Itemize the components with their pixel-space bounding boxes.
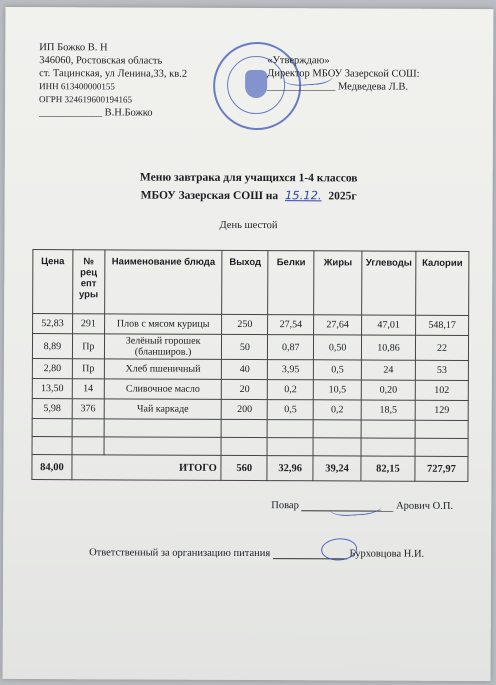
table-row-empty (32, 419, 468, 439)
supplier-name: ИП Божко В. Н (39, 42, 108, 54)
cook-signature-icon (329, 495, 382, 517)
menu-date: 15.12. (284, 188, 322, 203)
table-row: 2,80 Пр Хлеб пшеничный 40 3,95 0,5 24 53 (32, 359, 468, 381)
total-fat: 39,24 (313, 456, 361, 481)
supplier-signature-line: ____________ В.Н.Божко (38, 107, 153, 119)
total-calories: 727,97 (415, 456, 468, 481)
total-output: 560 (221, 455, 267, 480)
table-row: 52,83 291 Плов с мясом курицы 250 27,54 27,64 47,01 548,17 (33, 314, 469, 336)
table-row: 5,98 376 Чай каркаде 200 0,5 0,2 18,5 129 (32, 399, 468, 421)
supplier-details (39, 41, 187, 120)
col-price: Цена (33, 250, 73, 314)
col-calories: Калории (416, 251, 469, 315)
approval-label: «Утверждаю» (267, 55, 330, 67)
supplier-address-1: 346060, Ростовская область (39, 55, 163, 67)
col-dish-name: Наименование блюда (104, 250, 222, 315)
total-protein: 32,96 (267, 456, 313, 481)
responsible-signature-line (89, 547, 424, 559)
document-sheet (3, 7, 494, 681)
cook-name: Арович О.П. (396, 500, 454, 512)
col-fat: Жиры (314, 251, 362, 315)
table-header-row (33, 250, 469, 316)
menu-table (31, 249, 469, 482)
col-carbs: Углеводы (362, 251, 416, 315)
total-label: ИТОГО (72, 455, 222, 481)
table-row-empty (32, 437, 468, 457)
responsible-label: Ответственный за организацию питания (89, 547, 271, 560)
col-protein: Белки (268, 251, 314, 315)
day-label: День шестой (219, 219, 278, 232)
total-carbs: 82,15 (361, 456, 415, 481)
table-total-row (32, 455, 468, 482)
supplier-inn: ИНН 613400000155 (39, 81, 115, 92)
responsible-name: Бурховцова Н.И. (349, 548, 425, 560)
col-output: Выход (222, 250, 268, 314)
col-recipe: № рец епт уры (73, 250, 105, 314)
cook-label: Повар (271, 500, 299, 512)
table-row: 13,50 14 Сливочное масло 20 0,2 10,5 0,20 102 (32, 379, 468, 401)
director-title: Директор МБОУ Зазерской СОШ: (267, 68, 420, 80)
supplier-ogrn: ОГРН 324619600194165 (39, 94, 133, 105)
menu-subtitle: МБОУ Зазерская СОШ на 15.12. 2025г (140, 188, 357, 203)
total-price: 84,00 (32, 455, 72, 480)
director-signature-line: _____________ Медведева Л.В. (267, 81, 408, 93)
supplier-address-2: ст. Тацинская, ул Ленина,33, кв.2 (39, 68, 188, 80)
menu-title: Меню завтрака для учащихся 1-4 классов (139, 171, 358, 185)
table-row: 8,89 Пр Зелёный горошек (бланширов.) 50 0,87 0,50 10,86 22 (32, 334, 468, 361)
